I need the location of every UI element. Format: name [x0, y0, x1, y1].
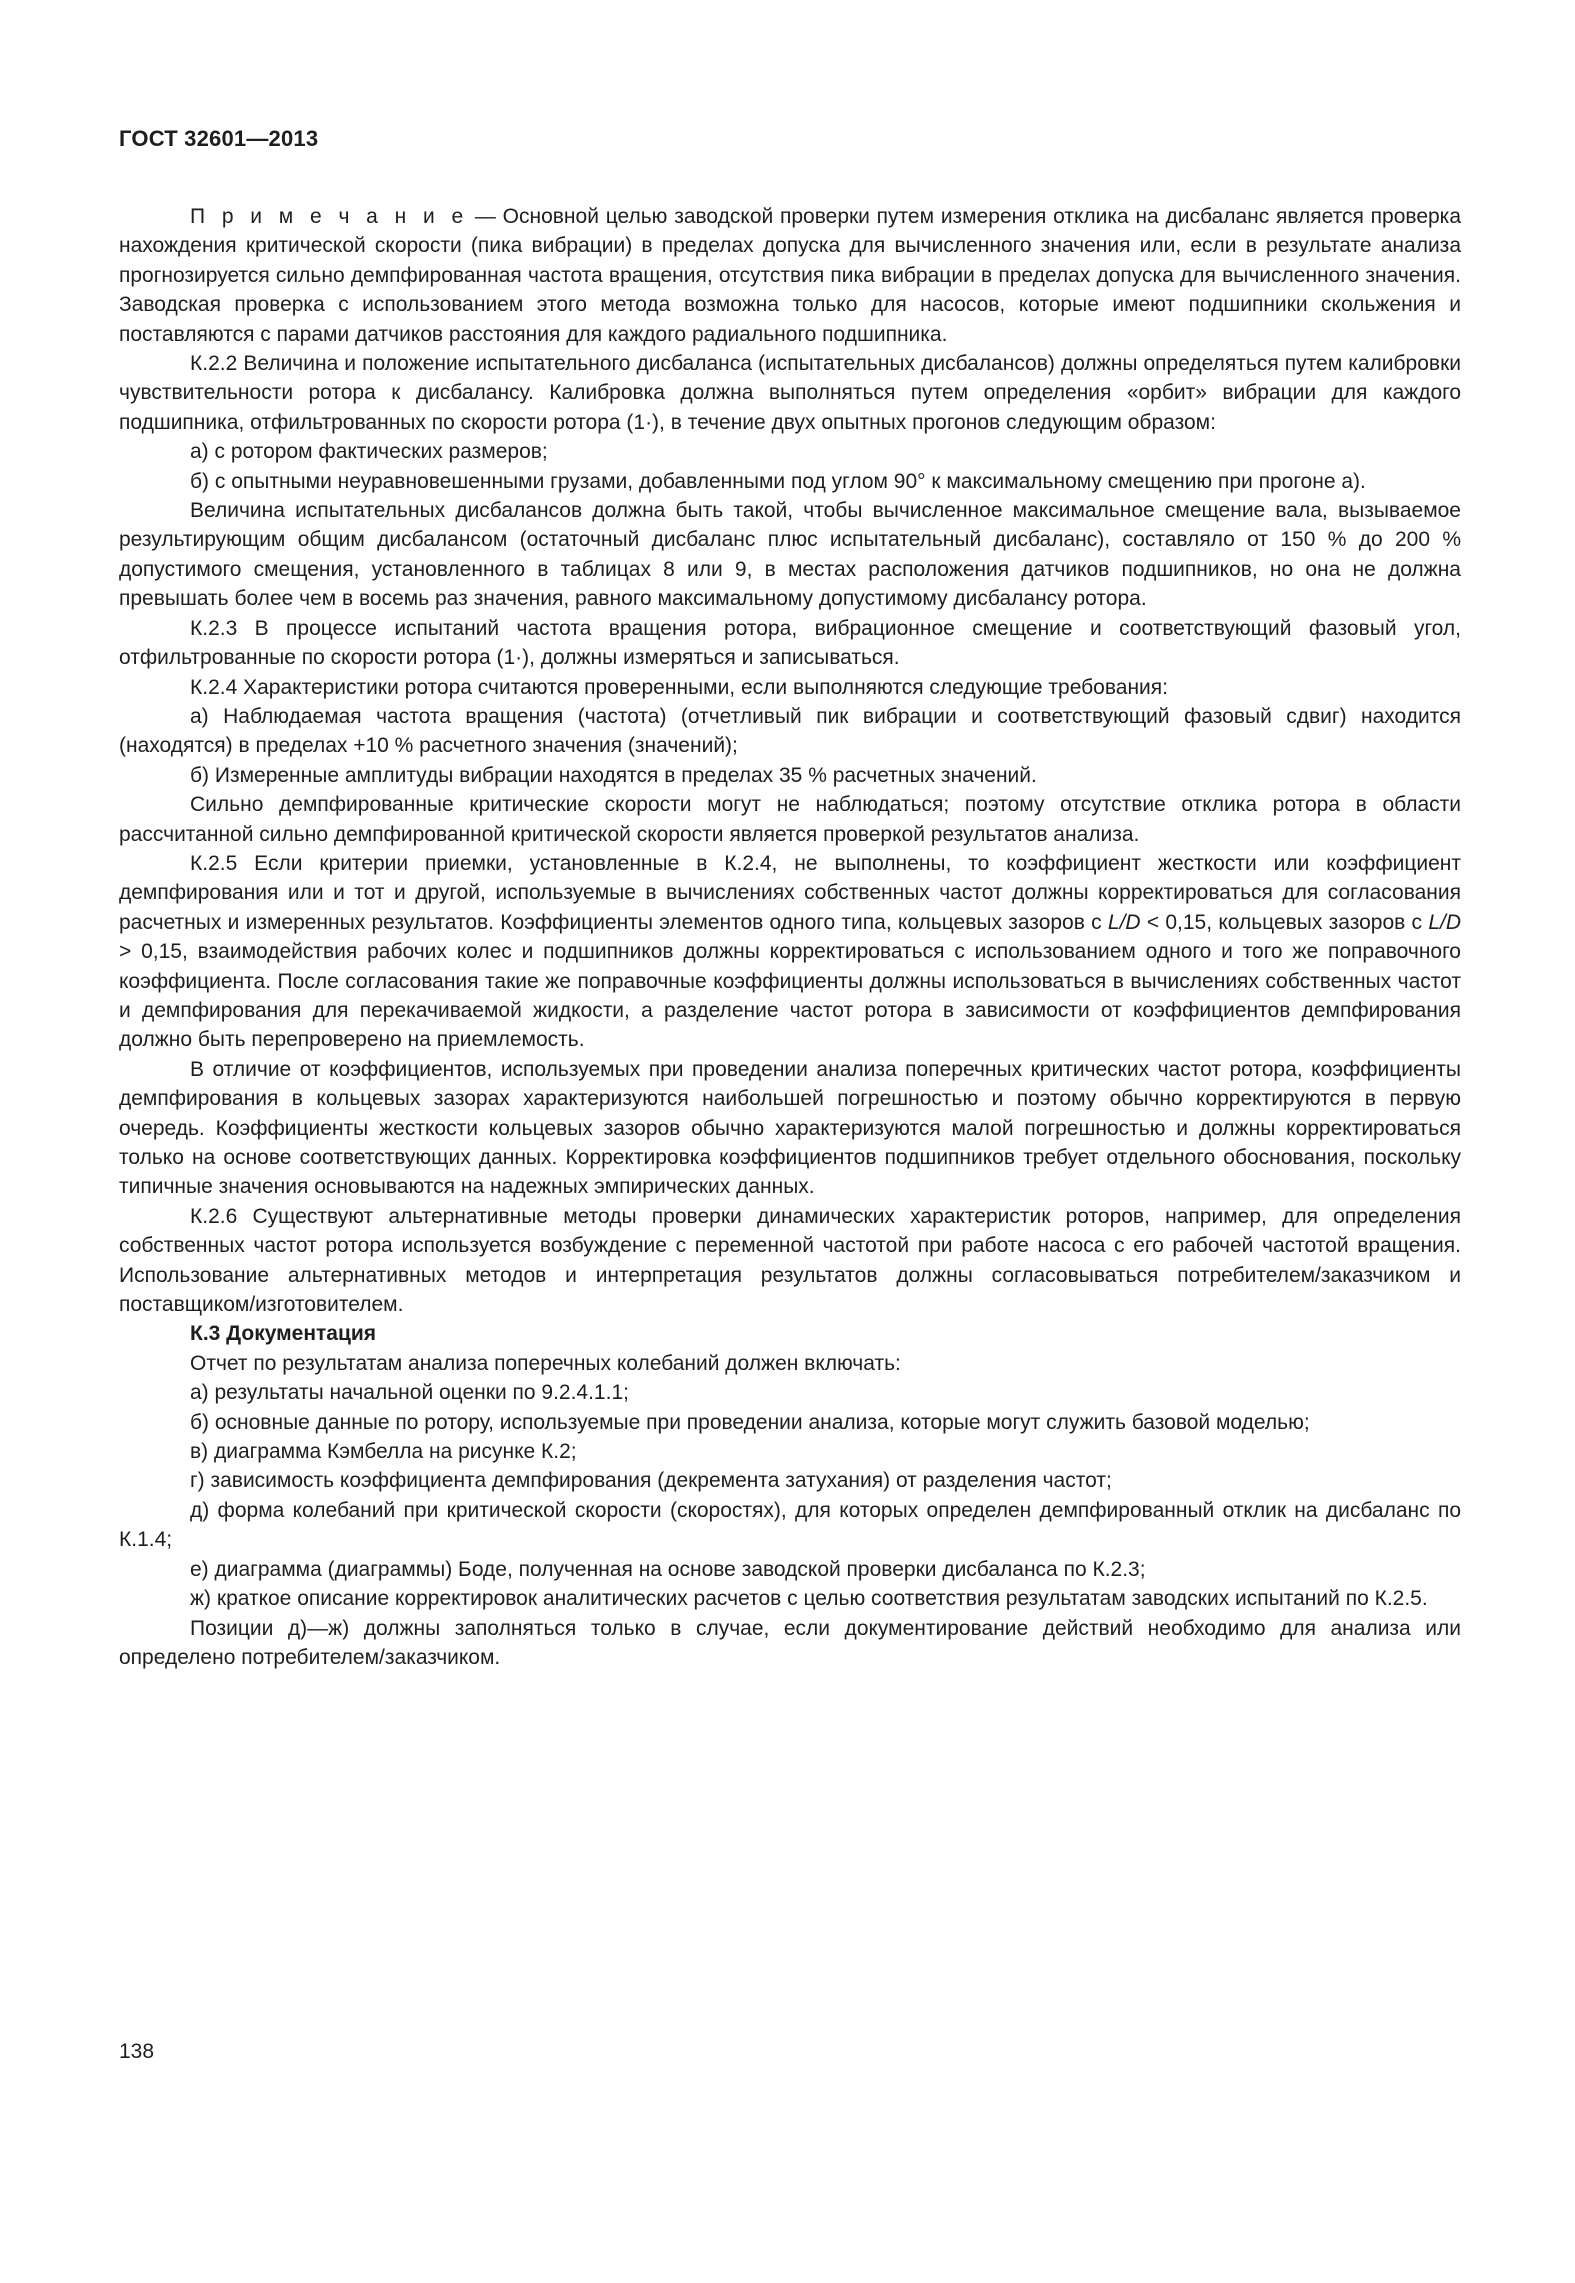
- k22-item-b: б) с опытными неуравновешенными грузами, добавленными под углом 90° к максимальному смещению при прогоне а).: [190, 469, 1366, 493]
- k25-paragraph: [119, 849, 1461, 1055]
- k3-item-e: е) диаграмма (диаграммы) Боде, полученная на основе заводской проверки дисбаланса по К.2.3;: [190, 1557, 1146, 1581]
- note-paragraph: [119, 202, 1461, 349]
- k22-item-a: а) с ротором фактических размеров;: [190, 440, 548, 464]
- k3-intro: Отчет по результатам анализа поперечных колебаний должен включать:: [190, 1351, 901, 1375]
- k26-paragraph: К.2.6 Существуют альтернативные методы проверки динамических характеристик роторов, например, для определения собственных частот ротора используется возбуждение с переменной частотой при работе насоса с его рабочей частотой вращения. Использование альтернативных методов и интерпретация результатов должны согласовываться потребителем/заказчиком и поставщиком/изготовителем.: [119, 1204, 1461, 1317]
- page-number: 138: [119, 2040, 155, 2063]
- k24-item-b: б) Измеренные амплитуды вибрации находятся в пределах 35 % расчетных значений.: [190, 763, 1037, 787]
- note-text: — Основной целью заводской проверки путем измерения отклика на дисбаланс является проверка нахождения критической скорости (пика вибрации) в пределах допуска для вычисленного значения или, если в результате анализа прогнозируется сильно демпфированная частота вращения, отсутствия пика вибрации в пределах допуска для вычисленного значения. Заводская проверка с использованием этого метода возможна только для насосов, которые имеют подшипники скольжения и поставляются с парами датчиков расстояния для каждого радиального подшипника.: [119, 205, 1462, 346]
- k3-item-v: в) диаграмма Кэмбелла на рисунке К.2;: [190, 1440, 577, 1464]
- k22-paragraph-2: Величина испытательных дисбалансов должна быть такой, чтобы вычисленное максимальное смещение вала, вызываемое результирующим общим дисбалансом (остаточный дисбаланс плюс испытательный дисбаланс), составляло от 150 % до 200 % допустимого смещения, установленного в таблицах 8 или 9, в местах расположения датчиков подшипников, но она не должна превышать более чем в восемь раз значения, равного максимальному допустимому дисбалансу ротора.: [119, 499, 1461, 611]
- k24-paragraph: К.2.4 Характеристики ротора считаются проверенными, если выполняются следующие требования:: [190, 675, 1168, 699]
- k24-paragraph-2: Сильно демпфированные критические скорости могут не наблюдаться; поэтому отсутствие отклика ротора в области рассчитанной сильно демпфированной критической скорости является проверкой результатов анализа.: [119, 793, 1461, 846]
- ld-ratio-2: L/D: [1428, 910, 1461, 934]
- k23-paragraph: К.2.3 В процессе испытаний частота вращения ротора, вибрационное смещение и соответствующий фазовый угол, отфильтрованные по скорости ротора (1·), должны измеряться и записываться.: [119, 616, 1461, 670]
- document-body: [119, 202, 1461, 1672]
- k25-paragraph-2: В отличие от коэффициентов, используемых при проведении анализа поперечных критических частот ротора, коэффициенты демпфирования в кольцевых зазорах характеризуются наибольшей погрешностью и поэтому обычно корректируются в первую очередь. Коэффициенты жесткости кольцевых зазоров обычно характеризуются малой погрешностью и должны корректироваться только на основе соответствующих данных. Корректировка коэффициентов подшипников требует отдельного обоснования, поскольку типичные значения основываются на надежных эмпирических данных.: [119, 1057, 1461, 1199]
- k3-item-b: б) основные данные по ротору, используемые при проведении анализа, которые могут служить базовой моделью;: [190, 1410, 1310, 1434]
- ld-ratio-1: L/D: [1107, 910, 1141, 934]
- k3-item-zh: ж) краткое описание корректировок аналитических расчетов с целью соответствия результатам заводских испытаний по К.2.5.: [190, 1587, 1428, 1611]
- k3-item-d: д) форма колебаний при критической скорости (скоростях), для которых определен демпфированный отклик на дисбаланс по К.1.4;: [119, 1498, 1461, 1552]
- k25-text-3: > 0,15, взаимодействия рабочих колес и подшипников должны корректироваться с использованием одного и того же поправочного коэффициента. После согласования такие же поправочные коэффициенты должны использоваться в вычислениях собственных частот и демпфирования для перекачиваемой жидкости, а разделение частот ротора в зависимости от коэффициентов демпфирования должно быть перепроверено на приемлемость.: [119, 940, 1461, 1052]
- k25-text-2: < 0,15, кольцевых зазоров с: [1140, 910, 1429, 934]
- note-label: П р и м е ч а н и е: [190, 205, 469, 228]
- document-header: ГОСТ 32601—2013: [119, 126, 319, 151]
- k22-paragraph: К.2.2 Величина и положение испытательного дисбаланса (испытательных дисбалансов) должны определяться путем калибровки чувствительности ротора к дисбалансу. Калибровка должна выполняться путем определения «орбит» вибрации для каждого подшипника, отфильтрованных по скорости ротора (1·), в течение двух опытных прогонов следующим образом:: [119, 352, 1461, 434]
- k3-item-a: а) результаты начальной оценки по 9.2.4.1.1;: [190, 1381, 629, 1405]
- k3-closing: Позиции д)—ж) должны заполняться только в случае, если документирование действий необходимо для анализа или определено потребителем/заказчиком.: [119, 1616, 1461, 1669]
- k24-item-a: а) Наблюдаемая частота вращения (частота) (отчетливый пик вибрации и соответствующий фазовый сдвиг) находится (находятся) в пределах +10 % расчетного значения (значений);: [119, 704, 1461, 758]
- k3-item-g: г) зависимость коэффициента демпфирования (декремента затухания) от разделения частот;: [190, 1469, 1112, 1493]
- k25-text-1: К.2.5 Если критерии приемки, установленные в К.2.4, не выполнены, то коэффициент жесткости или коэффициент демпфирования или и тот и другой, используемые в вычислениях собственных частот должны корректироваться для согласования расчетных и измеренных результатов. Коэффициенты элементов одного типа, кольцевых зазоров с: [119, 851, 1461, 934]
- k3-section-title: К.3 Документация: [190, 1322, 377, 1346]
